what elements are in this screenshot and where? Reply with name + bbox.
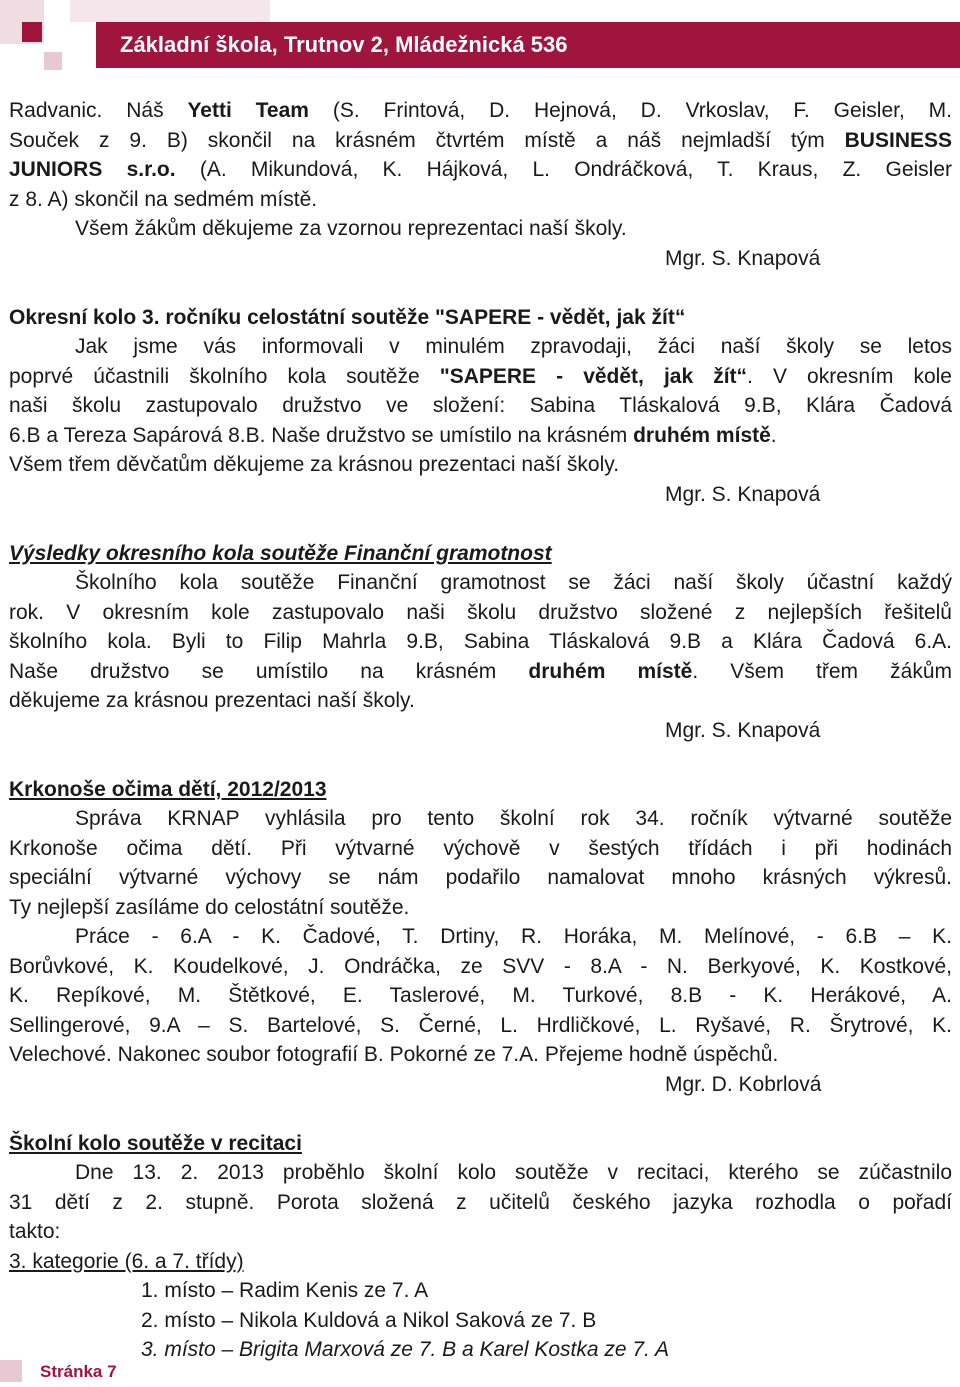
page-footer <box>0 1356 300 1387</box>
paragraph-line: Správa KRNAP vyhlásila pro tento školní rok 34. ročník výtvarné soutěže <box>75 807 952 830</box>
paragraph-line: speciální výtvarné výchovy se nám podařilo namalovat mnoho krásných výkresů. <box>9 866 952 889</box>
paragraph-line: z 8. A) skončil na sedmém místě. <box>9 187 318 211</box>
paragraph-line: Práce - 6.A - K. Čadové, T. Drtiny, R. Horáka, M. Melínové, - 6.B – K. <box>75 925 952 948</box>
paragraph-line: 6.B a Tereza Sapárová 8.B. Naše družstvo se umístilo na krásném druhém místě. <box>9 423 777 447</box>
paragraph-line: Ty nejlepší zasíláme do celostátní soutěže. <box>9 895 410 919</box>
paragraph-line: takto: <box>9 1220 61 1243</box>
paragraph-line: Sellingerové, 9.A – S. Bartelové, S. Černé, L. Hrdličkové, L. Ryšavé, R. Šrytrové, K. <box>9 1013 952 1037</box>
paragraph-line: Školního kola soutěže Finanční gramotnost se žáci naší školy účastní každý <box>75 571 952 594</box>
category-heading: 3. kategorie (6. a 7. třídy) <box>9 1249 244 1273</box>
header-decoration <box>44 52 62 70</box>
paragraph-line: Všem žákům děkujeme za vzornou reprezentaci naší školy. <box>75 217 627 240</box>
section-title: Výsledky okresního kola soutěže Finanční gramotnost <box>9 541 552 565</box>
page-header-title: Základní škola, Trutnov 2, Mládežnická 536 <box>120 32 568 57</box>
paragraph-line: Souček z 9. B) skončil na krásném čtvrtém místě a náš nejmladší tým BUSINESS <box>9 128 952 152</box>
place-item: 3. místo – Brigita Marxová ze 7. B a Karel Kostka ze 7. A <box>141 1338 669 1361</box>
place-item: 1. místo – Radim Kenis ze 7. A <box>141 1279 429 1302</box>
paragraph-line: školního kola. Byli to Filip Mahrla 9.B, Sabina Tláskalová 9.B a Klára Čadová 6.A. <box>9 630 952 653</box>
paragraph-line: Borůvkové, K. Koudelkové, J. Ondráčka, ze SVV - 8.A - N. Berkyové, K. Kostkové, <box>9 954 952 978</box>
paragraph-line: rok. V okresním kole zastupovalo naši školu družstvo složené z nejlepších řešitelů <box>9 600 952 624</box>
paragraph-line: JUNIORS s.r.o. (A. Mikundová, K. Hájková, L. Ondráčková, T. Kraus, Z. Geisler <box>9 158 952 181</box>
paragraph-line: Všem třem děvčatům děkujeme za krásnou prezentaci naší školy. <box>9 453 620 476</box>
paragraph-line: Krkonoše očima dětí. Při výtvarné výchově v šestých třídách i při hodinách <box>9 836 952 860</box>
paragraph-line: K. Repíkové, M. Štětkové, E. Taslerové, M. Turkové, 8.B - K. Herákové, A. <box>9 984 952 1007</box>
footer-decoration <box>0 1360 22 1382</box>
signature: Mgr. S. Knapová <box>665 482 821 506</box>
place-item: 2. místo – Nikola Kuldová a Nikol Saková ze 7. B <box>141 1308 597 1332</box>
page-content <box>9 96 952 1365</box>
paragraph-line: 31 dětí z 2. stupně. Porota složená z učitelů českého jazyka rozhodla o pořadí <box>9 1190 952 1214</box>
paragraph-line: děkujeme za krásnou prezentaci naší školy. <box>9 689 415 712</box>
paragraph-line: Jak jsme vás informovali v minulém zpravodaji, žáci naší školy se letos <box>75 335 952 358</box>
section-title: Krkonoše očima dětí, 2012/2013 <box>9 777 327 801</box>
page-number: Stránka 7 <box>40 1362 117 1381</box>
signature: Mgr. S. Knapová <box>665 246 821 270</box>
section-title: Školní kolo soutěže v recitaci <box>9 1131 302 1155</box>
header-decoration <box>22 22 42 42</box>
paragraph-line: Naše družstvo se umístilo na krásném druhém místě. Všem třem žákům <box>9 659 952 683</box>
signature: Mgr. S. Knapová <box>665 718 821 742</box>
paragraph-line: Dne 13. 2. 2013 proběhlo školní kolo soutěže v recitaci, kterého se zúčastnilo <box>75 1161 952 1184</box>
paragraph-line: poprvé účastnili školního kola soutěže "SAPERE - vědět, jak žít“. V okresním kole <box>9 364 952 388</box>
paragraph-line: naši školu zastupovalo družstvo ve složení: Sabina Tláskalová 9.B, Klára Čadová <box>9 394 952 417</box>
section-title: Okresní kolo 3. ročníku celostátní soutěže "SAPERE - vědět, jak žít“ <box>9 305 686 329</box>
header-decoration <box>70 0 270 22</box>
paragraph-line: Velechové. Nakonec soubor fotografií B. Pokorné ze 7.A. Přejeme hodně úspěchů. <box>9 1043 779 1066</box>
paragraph-line: Radvanic. Náš Yetti Team (S. Frintová, D. Hejnová, D. Vrkoslav, F. Geisler, M. <box>9 99 952 122</box>
signature: Mgr. D. Kobrlová <box>665 1072 822 1096</box>
